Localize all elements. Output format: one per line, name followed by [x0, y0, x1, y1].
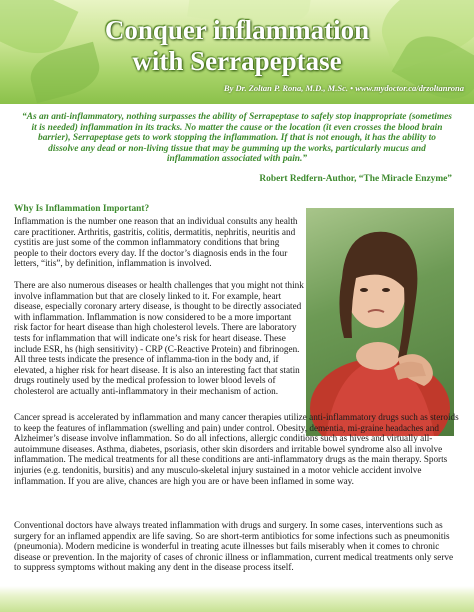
- paragraph-text: Inflammation is the number one reason that an individual consults any health care practitioner. Arthritis, gastritis, colitis, dermatitis, nephritis, neuritis and cystitis are just some of the common inflammatory conditions that bring people to their doctors every day. If the doctor’s diagnosis ends in the four letters, “itis”, by definition, inflammation is involved.: [14, 216, 298, 269]
- paragraph-text: Cancer spread is accelerated by inflammation and many cancer therapies utilize anti-inflammatory drugs such as steroids to keep the features of inflammation (swelling and pain) under control. Obesity, dementia, mi-graine headaches and Alzheimer’s disease involve inflammation. So do all infections, allergic conditions such as hives and virtually all-autoimmune diseases. Asthma, diabetes, psoriasis, other skin disorders and irritable bowel syndrome also all involve inflammation. The medical treatments for all these conditions are anti-inflammatory drugs as the main therapy. Sports injuries (e.g. tendonitis, bursitis) and any musculo-skeletal injury sustained in a motor vehicle accident involve inflammation. If you are alive, chances are high you are or have been inflamed in some way.: [14, 412, 459, 486]
- pull-quote: “As an anti-inflammatory, nothing surpasses the ability of Serrapeptase to safely stop inappropriate (sometimes it is needed) inflammation in its tracks. No matter the cause or the location (it even crosses the blood brain barrier), Serrapeptase gets to work stopping the inflammation. If that is not enough, it has the ability to dissolve any dead or non-living tissue that may be gumming up the works, particularly mucus and inflammation associated with pain.”: [22, 112, 452, 165]
- paragraph-text: There are also numerous diseases or health challenges that you might not think involve inflammation but that are closely linked to it. For example, heart disease, especially coronary artery disease, is thought to be directly associated with inflammation. Inflammation is now considered to be a more important risk factor for heart disease than high cholesterol levels. There are laboratory tests for inflammation that will indicate one’s risk for heart disease. These include ESR, hs (high sensitivity) - CRP (C-Reactive Protein) and fibrinogen. All three tests indicate the presence of inflamma-tion in the body and, if elevated, a higher risk for heart disease. It is also an interesting fact that statin drugs routinely used by the medical profession to lower blood levels of cholesterol are actually anti-inflammatory in their mechanism of action.: [14, 280, 304, 396]
- paragraph-text: Conventional doctors have always treated inflammation with drugs and surgery. In some cases, interventions such as surgery for an inflamed appendix are life saving. So are short-term antibiotics for some infections such as pneumonitis (pneumonia). Modern medicine is wonderful in treating acute illnesses but fails miserably when it comes to chronic disease or prevention. In the majority of cases of chronic illness or inflammation, current medical treatments only serve to suppress symptoms without making any dent in the disease process itself.: [14, 520, 454, 573]
- photo-illustration: [306, 208, 454, 436]
- header-banner: [0, 0, 474, 104]
- woman-shoulder-pain-photo: [306, 208, 454, 436]
- page-title-line1: Conquer inflammation: [104, 15, 370, 45]
- paragraph-4: [14, 520, 460, 573]
- page-title-line2: with Serrapeptase: [132, 46, 342, 76]
- paragraph-3: [14, 412, 460, 486]
- footer-decoration: [0, 586, 474, 612]
- section-heading: Why Is Inflammation Important?: [14, 204, 150, 214]
- paragraph-2: [14, 280, 304, 397]
- author-byline: By Dr. Zoltan P. Rona, M.D., M.Sc. • www.mydoctor.ca/drzoltanrona: [223, 83, 464, 93]
- paragraph-1: [14, 216, 304, 269]
- quote-attribution: Robert Redfern-Author, “The Miracle Enzyme”: [259, 174, 452, 184]
